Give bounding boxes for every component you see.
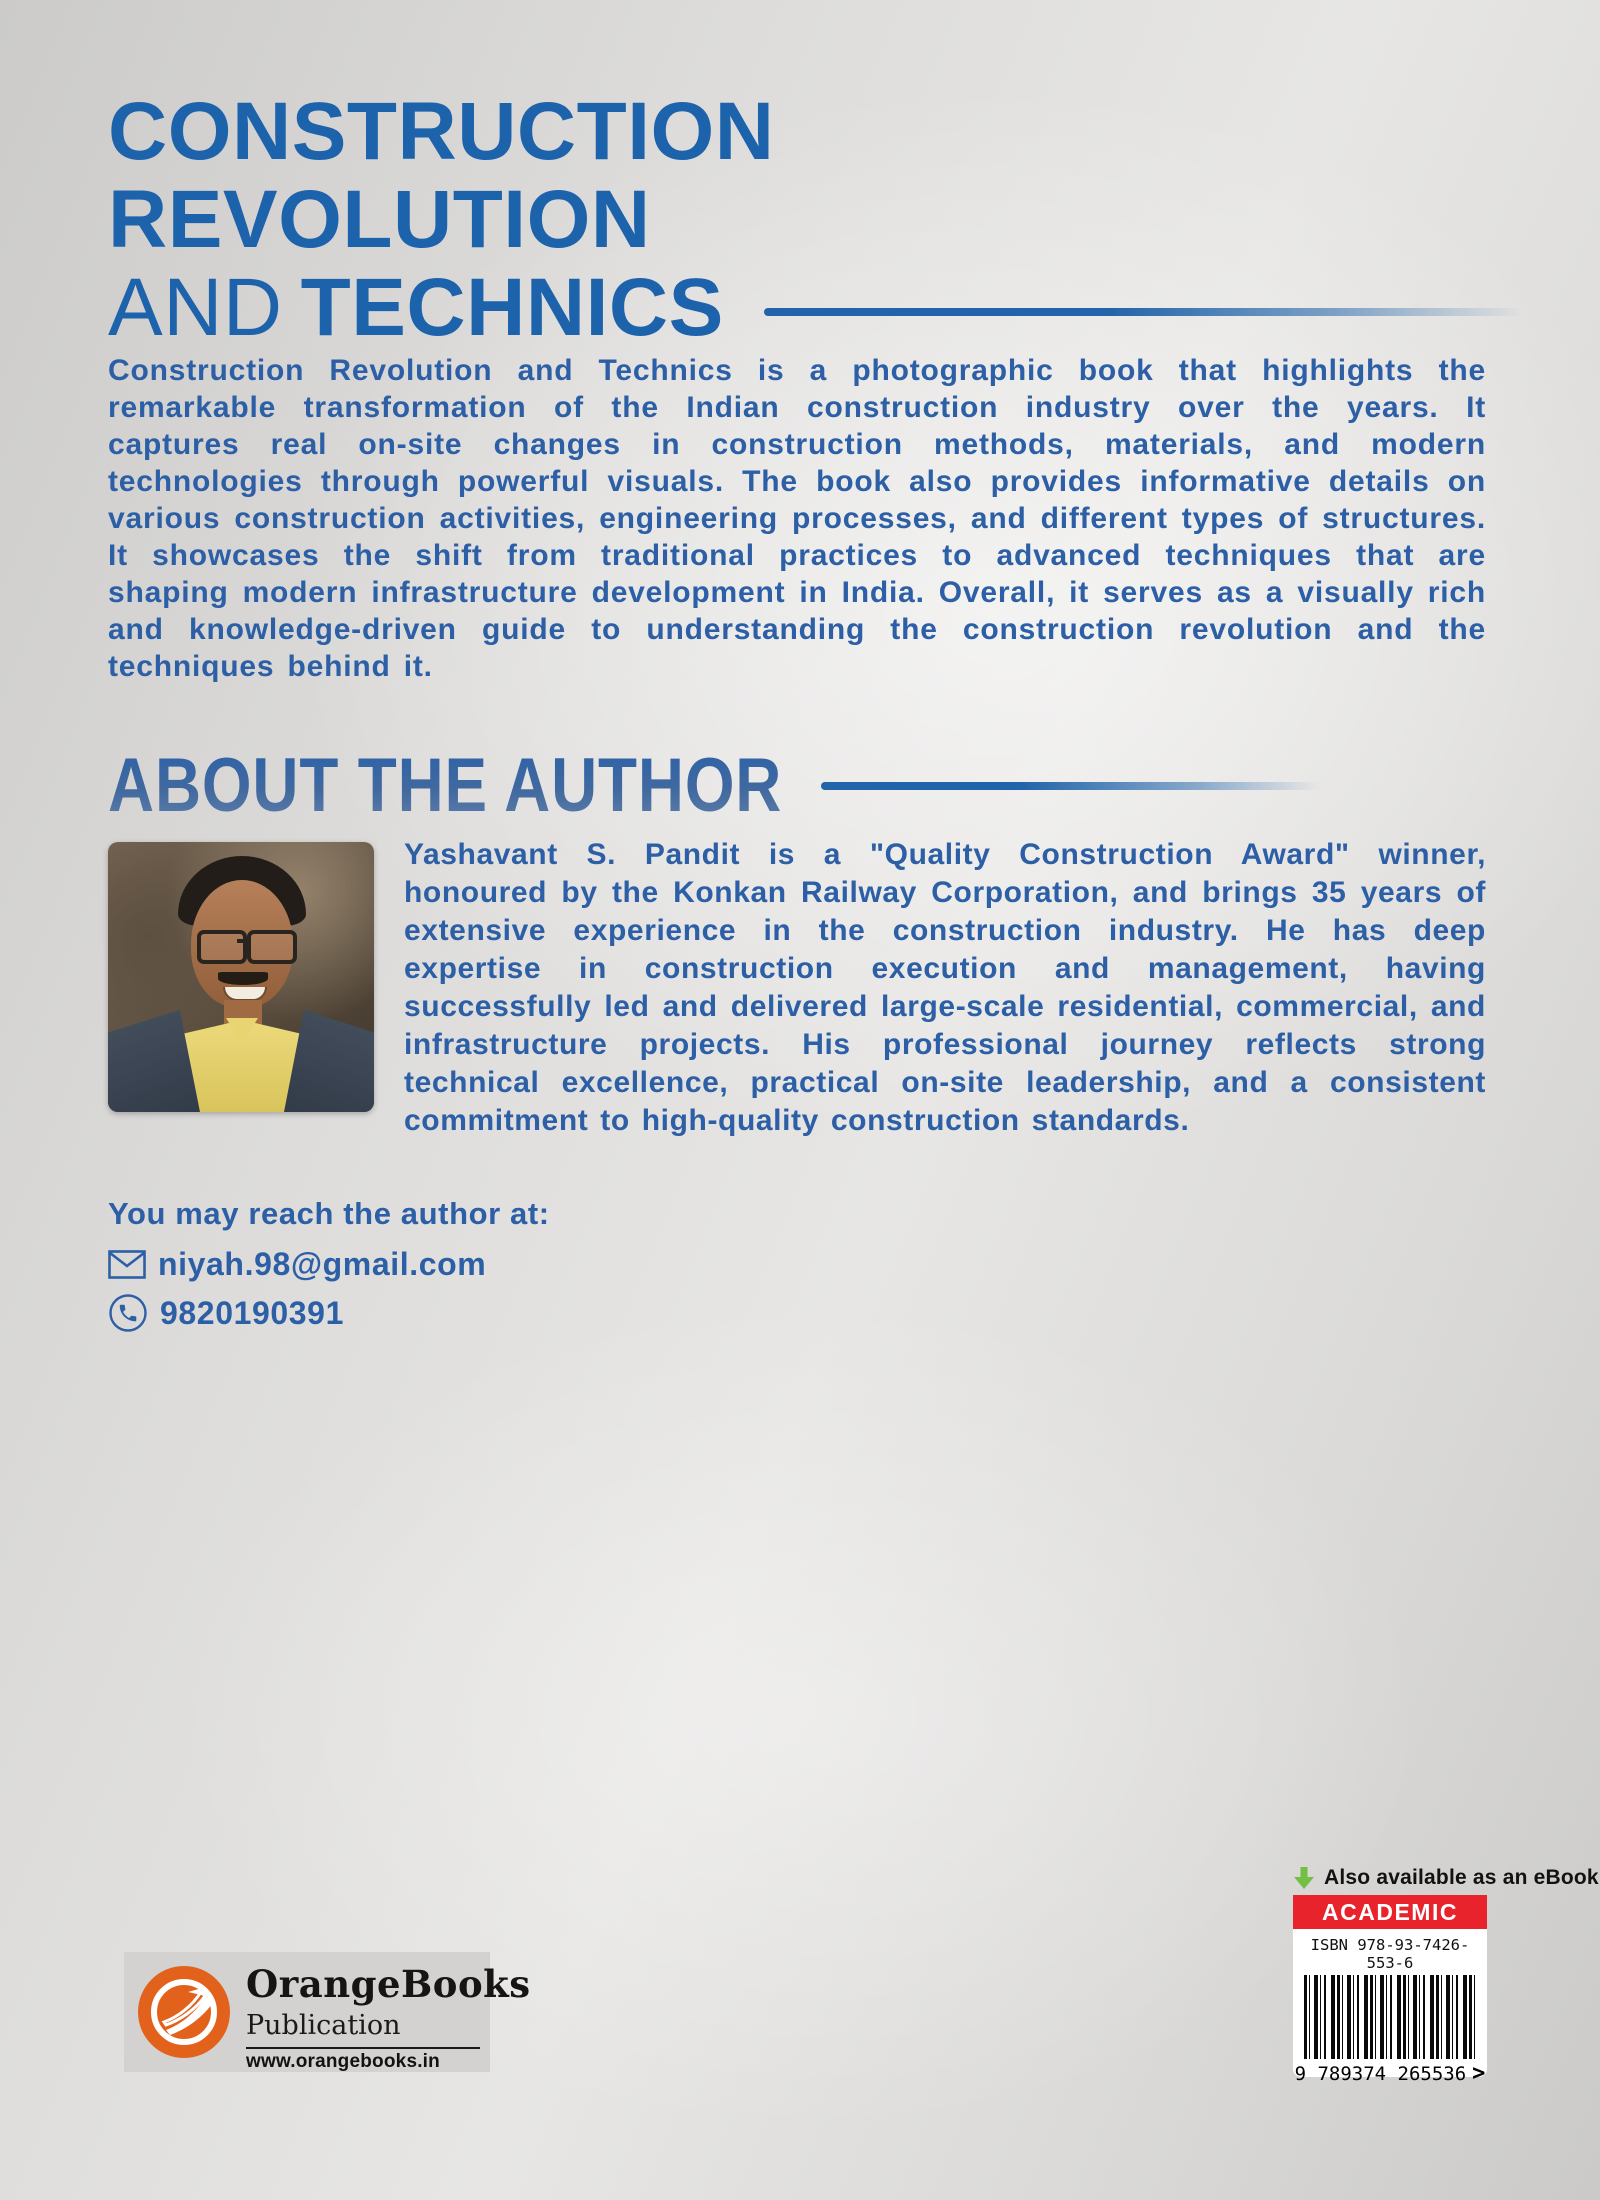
photo-glasses-bridge bbox=[237, 939, 249, 943]
about-divider-line bbox=[821, 782, 1321, 790]
contact-phone: 9820190391 bbox=[160, 1294, 344, 1331]
book-title bbox=[108, 88, 1524, 352]
title-word-and: AND bbox=[108, 262, 283, 353]
about-section-header bbox=[108, 743, 1321, 828]
ebook-note-row bbox=[1293, 1866, 1599, 1890]
orange-book-logo bbox=[136, 1964, 232, 2060]
green-down-arrow-icon bbox=[1293, 1866, 1315, 1890]
author-bio bbox=[108, 836, 1486, 1140]
contact-phone-row bbox=[108, 1293, 550, 1333]
envelope-icon bbox=[108, 1250, 146, 1279]
publisher-divider bbox=[246, 2047, 480, 2049]
contact-email-row bbox=[108, 1246, 550, 1283]
phone-circle-icon bbox=[108, 1293, 148, 1333]
barcode-digits-row bbox=[1293, 2061, 1487, 2086]
photo-jacket-left bbox=[108, 1010, 200, 1112]
publisher-card bbox=[124, 1952, 531, 2072]
book-description: Construction Revolution and Technics is a photographic book that highlights the remarkable transformation of the Indian construction industry over the years. It captures real on-site changes in construction methods, materials, and modern technologies through powerful visuals. The book also provides informative details on various construction activities, engineering processes, and different types of structures. It showcases the shift from traditional practices to advanced techniques that are shaping modern infrastructure development in India. Overall, it serves as a visually rich and knowledge-driven guide to understanding the construction revolution and the techniques behind it. bbox=[108, 354, 1486, 683]
about-heading: ABOUT THE AUTHOR bbox=[108, 743, 783, 828]
title-line-3 bbox=[108, 264, 1524, 352]
photo-glasses-left bbox=[197, 930, 247, 964]
photo-glasses-right bbox=[247, 930, 297, 964]
publisher-type: Publication bbox=[246, 2010, 401, 2041]
photo-mustache bbox=[218, 972, 268, 985]
publisher-website: www.orangebooks.in bbox=[246, 2051, 440, 2072]
title-divider-line bbox=[764, 308, 1524, 316]
barcode-digits: 9 789374 265536 bbox=[1294, 2062, 1467, 2085]
barcode bbox=[1304, 1975, 1476, 2059]
contact-intro: You may reach the author at: bbox=[108, 1196, 550, 1231]
isbn-number: ISBN 978-93-7426-553-6 bbox=[1310, 1936, 1470, 1972]
title-line-2: REVOLUTION bbox=[108, 174, 651, 265]
contact-email: niyah.98@gmail.com bbox=[158, 1246, 487, 1282]
author-bio-text: Yashavant S. Pandit is a "Quality Construction Award" winner, honoured by the Konkan Railway Corporation, and brings 35 years of extensive experience in the construction industry. He has deep expertise in construction execution and management, having successfully led and delivered large-scale residential, commercial, and infrastructure projects. His professional journey reflects strong technical excellence, practical on-site leadership, and a consistent commitment to high-quality construction standards. bbox=[404, 838, 1486, 1137]
category-banner bbox=[1293, 1895, 1487, 1929]
contact-section bbox=[108, 1196, 550, 1343]
author-photo bbox=[108, 842, 374, 1112]
title-word-technics: TECHNICS bbox=[300, 262, 724, 353]
publisher-name: OrangeBooks bbox=[246, 1962, 531, 2006]
category-label: ACADEMIC bbox=[1322, 1898, 1458, 1925]
barcode-end-mark: > bbox=[1472, 2061, 1486, 2086]
title-line-1: CONSTRUCTION bbox=[108, 86, 775, 177]
ebook-note: Also available as an eBook bbox=[1324, 1866, 1599, 1889]
photo-jacket-right bbox=[284, 1010, 374, 1112]
isbn-barcode-box bbox=[1293, 1929, 1487, 2086]
